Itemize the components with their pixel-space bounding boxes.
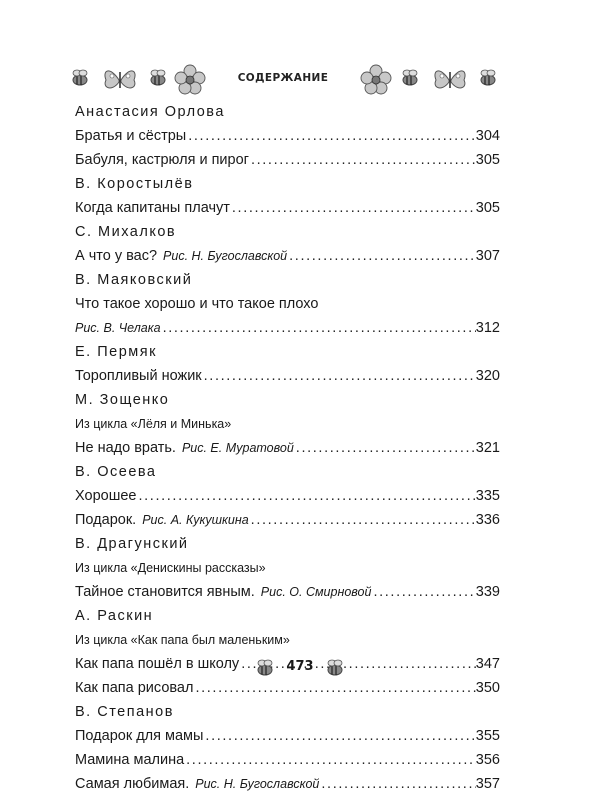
illustrator-credit: Рис. О. Смирновой — [260, 585, 372, 599]
toc-entry — [75, 316, 500, 340]
author-name: Анастасия Орлова — [75, 104, 225, 120]
page-ref: 357 — [475, 776, 500, 792]
illustrator-credit: Рис. Н. Бугославской — [195, 777, 320, 791]
entry-title: Мамина малина — [75, 752, 185, 768]
dot-leader — [136, 484, 475, 508]
butterfly-icon — [435, 71, 465, 88]
entry-title: Что такое хорошо и что такое плохо — [75, 296, 319, 312]
dot-leader — [371, 580, 475, 604]
illustrator-credit: Рис. В. Челака — [75, 321, 161, 335]
toc-entry — [75, 772, 500, 796]
bee-icon — [252, 657, 278, 679]
dot-leader — [202, 364, 476, 388]
toc-cycle-note — [75, 556, 500, 580]
entry-title: Самая любимая. — [75, 776, 190, 792]
page-ref: 304 — [475, 128, 500, 144]
page-ref: 336 — [475, 512, 500, 528]
author-name: С. Михалков — [75, 224, 177, 240]
entry-title: Бабуля, кастрюля и пирог — [75, 152, 249, 168]
entry-title: Хорошее — [75, 488, 137, 504]
toc-entry — [75, 724, 500, 748]
page-ref: 350 — [475, 680, 500, 696]
author-name: В. Осеева — [75, 464, 157, 480]
illustrator-credit: Рис. Е. Муратовой — [181, 441, 294, 455]
right-ornament — [354, 58, 504, 98]
toc-entry — [75, 196, 500, 220]
entry-title: Как папа рисовал — [75, 680, 194, 696]
toc-author — [75, 268, 500, 292]
cycle-label: Из цикла «Лёля и Минька» — [75, 417, 232, 431]
contents-header — [62, 58, 504, 98]
page-footer — [240, 655, 360, 685]
dot-leader — [287, 244, 476, 268]
toc-entry — [75, 364, 500, 388]
page-ref: 356 — [475, 752, 500, 768]
cycle-label: Из цикла «Денискины рассказы» — [75, 561, 266, 575]
toc-entry — [75, 508, 500, 532]
bee-icon — [403, 70, 417, 85]
dot-leader — [249, 148, 476, 172]
illustrator-credit: Рис. Н. Бугославской — [163, 249, 288, 263]
dot-leader — [319, 772, 475, 796]
entry-title: Когда капитаны плачут — [75, 200, 230, 216]
dot-leader — [186, 124, 476, 148]
toc-author — [75, 604, 500, 628]
author-name: В. Степанов — [75, 704, 174, 720]
toc-author — [75, 340, 500, 364]
author-name: В. Драгунский — [75, 536, 189, 552]
table-of-contents — [75, 100, 500, 796]
entry-title: Подарок. — [75, 512, 137, 528]
page-ref: 320 — [475, 368, 500, 384]
page-number: 473 — [286, 659, 314, 674]
cycle-label: Из цикла «Как папа был маленьким» — [75, 633, 290, 647]
bee-icon — [322, 657, 348, 679]
entry-title: Как папа пошёл в школу — [75, 656, 240, 672]
toc-author — [75, 172, 500, 196]
page-ref: 312 — [475, 320, 500, 336]
toc-title-line — [75, 292, 500, 316]
entry-title: Братья и сёстры — [75, 128, 187, 144]
page-ref: 355 — [475, 728, 500, 744]
toc-author — [75, 460, 500, 484]
toc-author — [75, 700, 500, 724]
page-ref: 321 — [475, 440, 500, 456]
entry-title: Подарок для мамы — [75, 728, 204, 744]
author-name: М. Зощенко — [75, 392, 170, 408]
toc-author — [75, 388, 500, 412]
dot-leader — [161, 316, 476, 340]
contents-title: СОДЕРЖАНИЕ — [237, 72, 329, 84]
entry-title: Торопливый ножик — [75, 368, 202, 384]
entry-title: Тайное становится явным. — [75, 584, 255, 600]
toc-cycle-note — [75, 412, 500, 436]
page-ref: 347 — [475, 656, 500, 672]
toc-author — [75, 100, 500, 124]
toc-entry — [75, 124, 500, 148]
page-ref: 305 — [475, 200, 500, 216]
page-ref: 307 — [475, 248, 500, 264]
toc-entry — [75, 436, 500, 460]
dot-leader — [230, 196, 476, 220]
flower-icon — [361, 65, 391, 94]
toc-entry — [75, 244, 500, 268]
entry-title: А что у вас? — [75, 248, 158, 264]
toc-entry — [75, 580, 500, 604]
toc-entry — [75, 484, 500, 508]
illustrator-credit: Рис. А. Кукушкина — [142, 513, 249, 527]
dot-leader — [184, 748, 476, 772]
author-name: Е. Пермяк — [75, 344, 157, 360]
toc-cycle-note — [75, 628, 500, 652]
page-ref: 305 — [475, 152, 500, 168]
toc-author — [75, 220, 500, 244]
author-name: А. Раскин — [75, 608, 154, 624]
page-ref: 335 — [475, 488, 500, 504]
dot-leader — [249, 508, 476, 532]
dot-leader — [203, 724, 475, 748]
entry-title: Не надо врать. — [75, 440, 176, 456]
author-name: В. Маяковский — [75, 272, 193, 288]
toc-author — [75, 532, 500, 556]
dot-leader — [294, 436, 476, 460]
page-ref: 339 — [475, 584, 500, 600]
toc-entry — [75, 748, 500, 772]
bee-icon — [481, 70, 495, 85]
author-name: В. Коростылёв — [75, 176, 194, 192]
toc-entry — [75, 148, 500, 172]
